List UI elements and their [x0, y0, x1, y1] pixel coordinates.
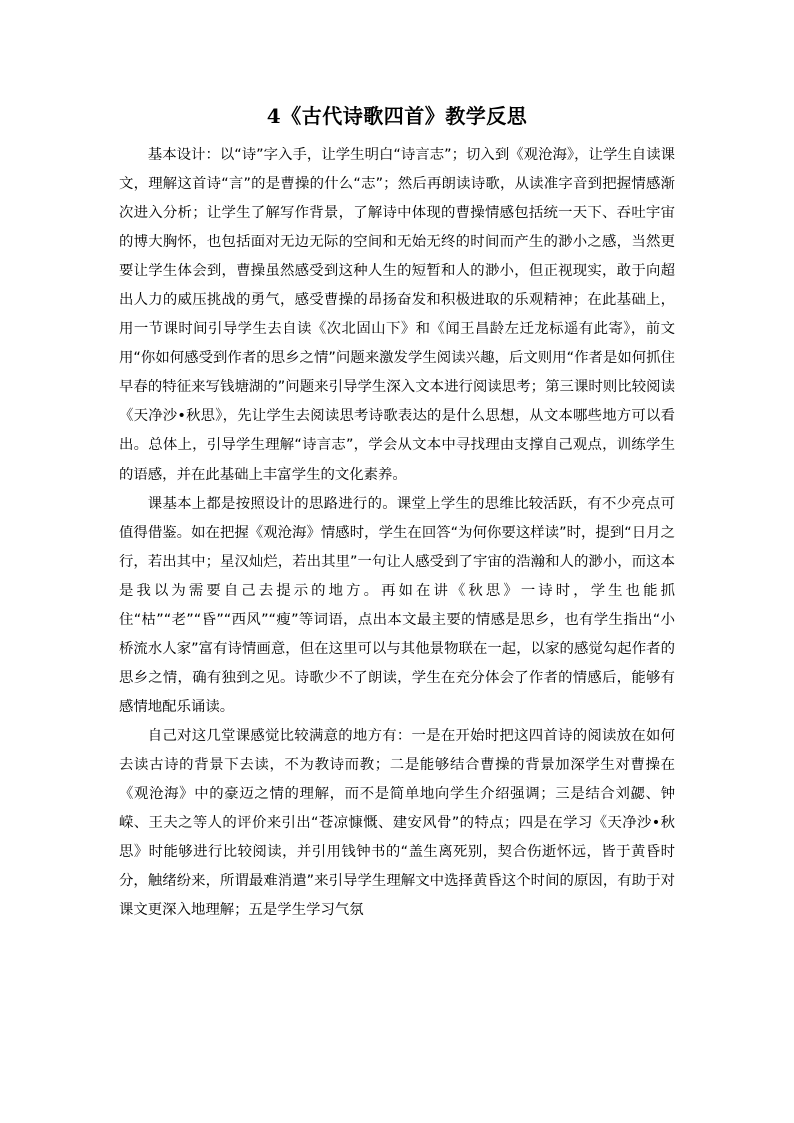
paragraph-satisfaction: 自己对这几堂课感觉比较满意的地方有：一是在开始时把这四首诗的阅读放在如何去读古诗的背景下去读，不为教诗而教；二是能够结合曹操的背景加深学生对曹操在《观沧海》中的豪迈之情的理解，而不是简单地向学生介绍强调；三是结合刘勰、钟嵘、王夫之等人的评价来引出“苍凉慷慨、建安风骨”的特点；四是在学习《天净沙•秋思》时能够进行比较阅读，并引用钱钟书的“盖生离死别，契合伤逝怀远，皆于黄昏时分，触绪纷来，所谓最难消遣”来引导学生理解文中选择黄昏这个时间的原因，有助于对课文更深入地理解；五是学生学习气氛	[119, 727, 675, 919]
paragraph-basic-design: 基本设计：以“诗”字入手，让学生明白“诗言志”；切入到《观沧海》，让学生自读课文，理解这首诗“言”的是曹操的什么“志”；然后再朗读诗歌，从读准字音到把握情感渐次进入分析；让学生了解写作背景，了解诗中体现的曹操情感包括统一天下、吞吐宇宙的博大胸怀，也包括面对无边无际的空间和无始无终的时间而产生的渺小之感，当然更要让学生体会到，曹操虽然感受到这种人生的短暂和人的渺小，但正视现实，敢于向超出人力的威压挑战的勇气，感受曹操的昂扬奋发和积极进取的乐观精神；在此基础上，用一节课时间引导学生去自读《次北固山下》和《闻王昌龄左迁龙标遥有此寄》，前文用“你如何感受到作者的思乡之情”问题来激发学生阅读兴趣，后文则用“作者是如何抓住早春的特征来写钱塘湖的”问题来引导学生深入文本进行阅读思考；第三课时则比较阅读《天净沙•秋思》，先让学生去阅读思考诗歌表达的是什么思想，从文本哪些地方可以看出。总体上，引导学生理解“诗言志”，学会从文本中寻找理由支撑自己观点，训练学生的语感，并在此基础上丰富学生的文化素养。	[119, 147, 675, 483]
paragraph-class-process: 课基本上都是按照设计的思路进行的。课堂上学生的思维比较活跃，有不少亮点可值得借鉴。如在把握《观沧海》情感时，学生在回答“为何你要这样读”时，提到“日月之行，若出其中；星汉灿烂，若出其里”一句让人感受到了宇宙的浩瀚和人的渺小，而这本是我以为需要自己去提示的地方。再如在讲《秋思》一诗时，学生也能抓住“枯”“老”“昏”“西风”“瘦”等词语，点出本文最主要的情感是思乡，也有学生指出“小桥流水人家”富有诗情画意，但在这里可以与其他景物联在一起，以家的感觉勾起作者的思乡之情，确有独到之见。诗歌少不了朗读，学生在充分体会了作者的情感后，能够有感情地配乐诵读。	[119, 495, 675, 715]
document-title: 4《古代诗歌四首》教学反思	[266, 104, 528, 128]
document-body	[119, 141, 675, 925]
